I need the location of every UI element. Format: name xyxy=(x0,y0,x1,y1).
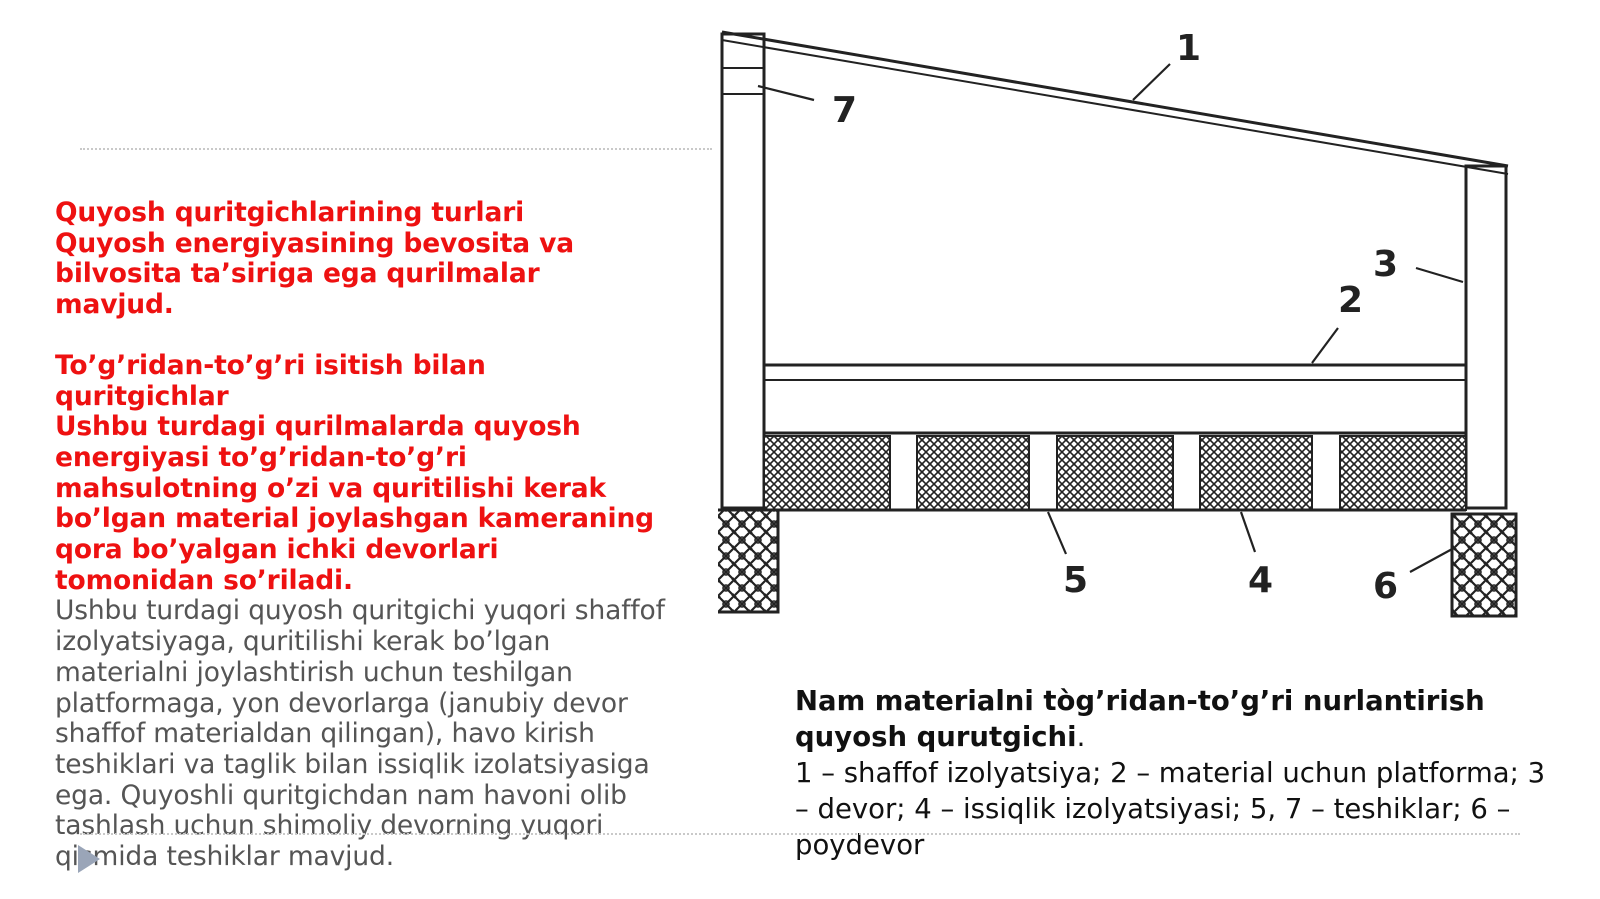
material-platform xyxy=(764,365,1466,433)
thermal-insulation xyxy=(764,436,1466,510)
caption-title-period: . xyxy=(1076,721,1086,753)
bottom-divider xyxy=(80,833,1520,835)
heading-direct-heating: To’g’ridan-to’g’ri isitish bilan quritgichlar xyxy=(55,349,486,412)
top-divider xyxy=(80,148,712,150)
label-7: 7 xyxy=(832,90,858,131)
label-2: 2 xyxy=(1338,280,1364,321)
heading-dryer-types: Quyosh quritgichlarining turlari xyxy=(55,197,525,228)
solar-dryer-diagram xyxy=(718,20,1558,640)
direct-heating-description: Ushbu turdagi qurilmalarda quyosh energiyasi to’g’ridan-to’g’ri mahsulotning o’zi va quritilishi kerak bo’lgan material joylashgan kameraning qora bo’yalgan ichki devorlari tomonidan so’riladi. xyxy=(55,411,654,596)
spacer xyxy=(55,321,665,351)
diagram-caption xyxy=(795,683,1565,863)
south-wall xyxy=(1466,166,1506,508)
label-1: 1 xyxy=(1176,28,1202,69)
north-wall xyxy=(722,34,764,508)
label-6: 6 xyxy=(1373,566,1399,607)
label-4: 4 xyxy=(1248,560,1274,601)
left-text-block xyxy=(55,198,665,873)
label-5: 5 xyxy=(1063,560,1089,601)
dryer-structure-description: Ushbu turdagi quyosh quritgichi yuqori shaffof izolyatsiyaga, quritilishi kerak bo’lgan materialni joylashtirish uchun teshilgan platformaga, yon devorlarga (janubiy devor shaffof materialdan qilingan), havo kirish teshiklari va taglik bilan issiqlik izolatsiyasiga ega. Quyoshli quritgichdan nam havoni olib tashlash uchun shimoliy devorning yuqori qismida teshiklar mavjud. xyxy=(55,595,665,873)
intro-text: Quyosh energiyasining bevosita va bilvosita ta’siriga ega qurilmalar mavjud. xyxy=(55,227,574,321)
next-slide-arrow-icon[interactable] xyxy=(78,845,100,873)
caption-legend: 1 – shaffof izolyatsiya; 2 – material uchun platforma; 3 – devor; 4 – issiqlik izolyatsiyasi; 5, 7 – teshiklar; 6 – poydevor xyxy=(795,757,1546,861)
label-3: 3 xyxy=(1373,244,1399,285)
caption-title: Nam materialni tòg’ridan-to’g’ri nurlantirish quyosh qurutgichi xyxy=(795,685,1485,753)
